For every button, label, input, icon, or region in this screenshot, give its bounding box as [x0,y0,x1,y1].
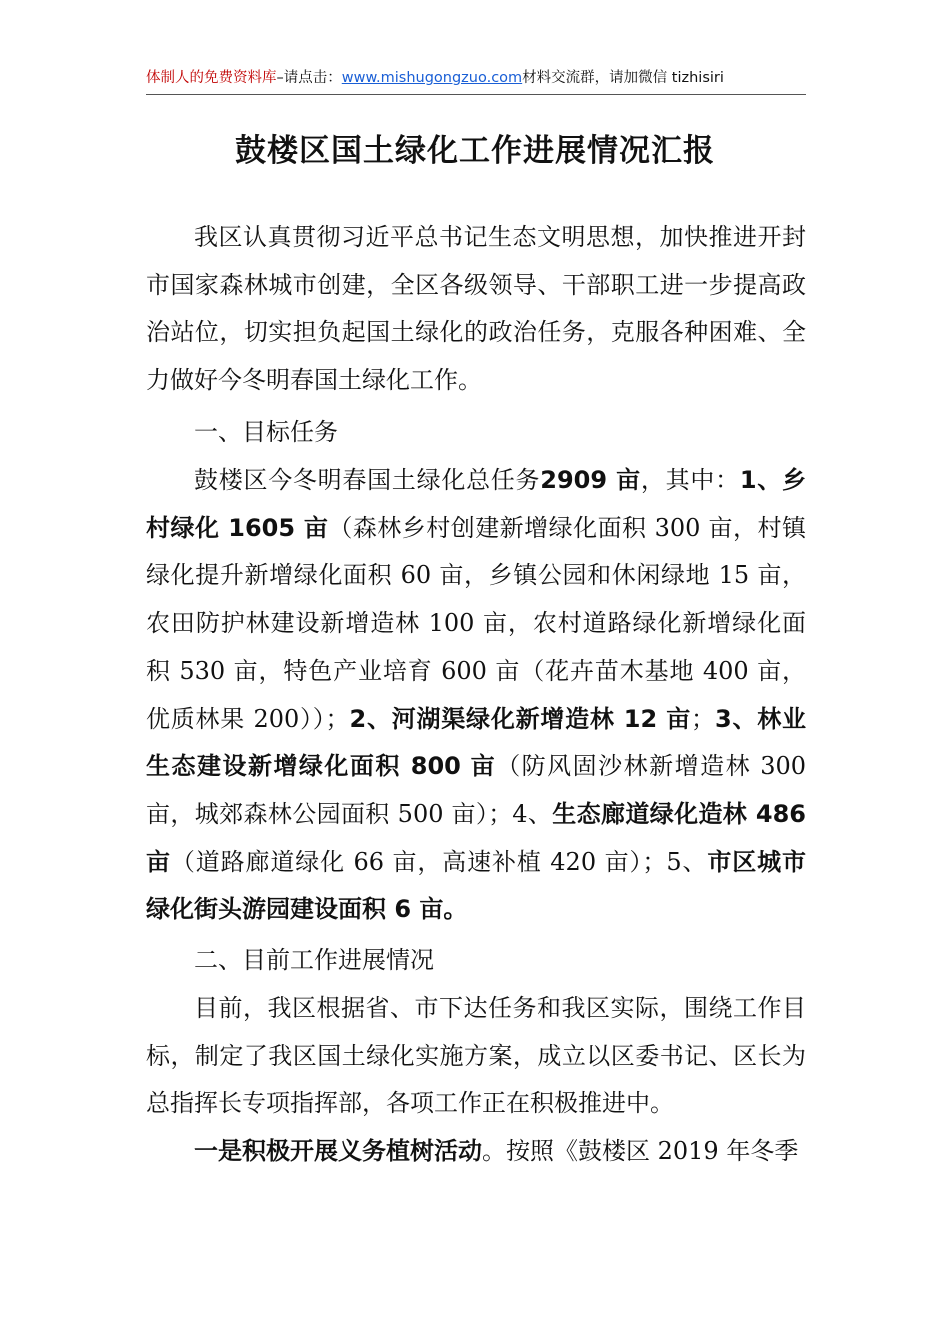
river-greening: 2、河湖渠绿化新增造林 12 亩 [349,704,692,733]
item-1-bold: 一是积极开展义务植树活动 [194,1137,482,1165]
item-1-text: 。按照《鼓楼区 2019 年冬季 [482,1137,799,1165]
forestry-ecology: 3、林业生态建设新增绿化面积 800 亩 [146,704,807,781]
section-1-paragraph [146,457,806,934]
section-1-heading: 一、目标任务 [194,418,338,446]
s2-text: ，其中： [640,466,740,494]
s4-text: ； [691,704,716,733]
page-header [146,66,806,95]
header-tail: 材料交流群，请加微信 tizhisiri [522,70,724,86]
header-brand: 体制人的免费资料库 [146,70,277,86]
header-url-link[interactable]: www.mishugongzuo.com [341,70,523,86]
section-2-paragraph: 目前，我区根据省、市下达任务和我区实际，围绕工作目标，制定了我区国土绿化实施方案，成立以区委书记、区长为总指挥长专项指挥部，各项工作正在积极推进中。 [146,994,806,1118]
section-2-heading: 二、目前工作进展情况 [194,946,434,974]
document-title: 鼓楼区国土绿化工作进展情况汇报 [235,133,715,169]
rural-greening: 1、乡村绿化 1605 亩 [146,466,807,542]
s5-text: （防风固沙林新增造林 300 亩，城郊森林公园面积 500 亩）；4、 [146,752,807,828]
street-park: 市区城市绿化街头游园建设面积 6 亩。 [146,847,806,924]
header-prompt: –请点击： [276,70,342,86]
total-task: 2909 亩 [540,466,641,494]
s3-text: （森林乡村创建新增绿化面积 300 亩，村镇绿化提升新增绿化面积 60 亩，乡镇公园和休闲绿地 15 亩，农田防护林建设新增造林 100 亩，农村道路绿化新增绿化面积 530 亩，特色产业培育 600 亩（花卉苗木基地 400 亩，优质林果 200））； [146,513,806,733]
intro-paragraph: 我区认真贯彻习近平总书记生态文明思想，加快推进开封市国家森林城市创建，全区各级领导、干部职工进一步提高政治站位，切实担负起国土绿化的政治任务，克服各种困难、全力做好今冬明春国土绿化工作。 [146,223,806,395]
s6-text: （道路廊道绿化 66 亩，高速补植 420 亩）；5、 [170,847,708,876]
item-1-paragraph [146,1128,806,1176]
s1-text: 鼓楼区今冬明春国土绿化总任务 [194,466,541,494]
ecological-corridor: 生态廊道绿化造林 486 亩 [146,799,807,876]
